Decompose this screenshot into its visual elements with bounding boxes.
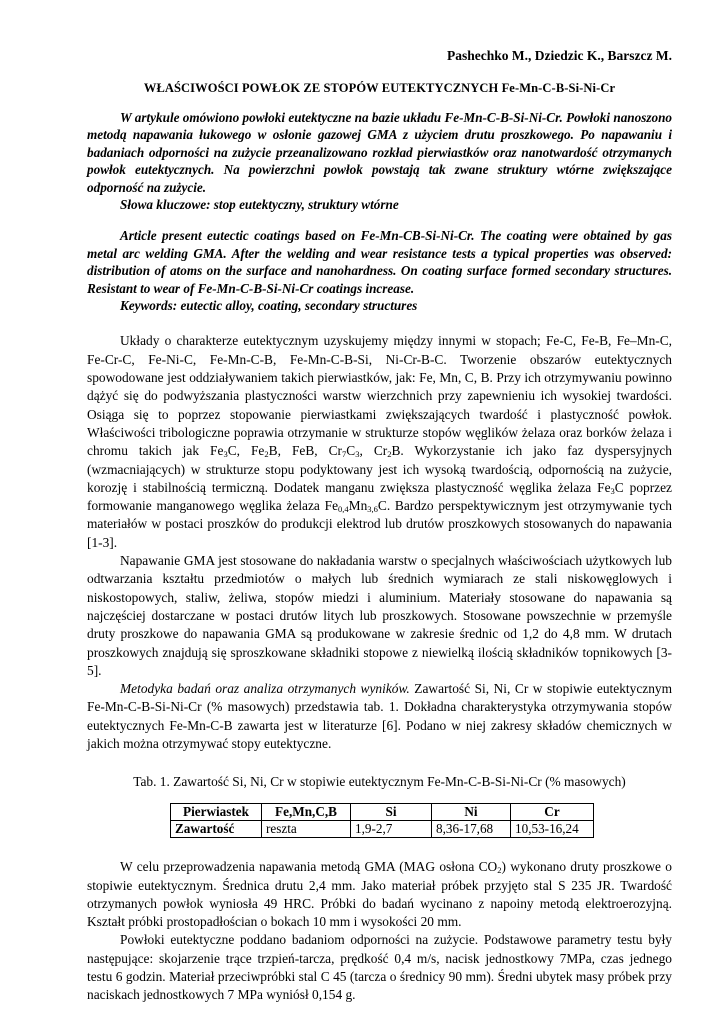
keywords-polish: Słowa kluczowe: stop eutektyczny, struktury wtórne bbox=[120, 197, 399, 213]
subscript: 3 bbox=[223, 449, 228, 460]
table-header-cell: Cr bbox=[511, 804, 594, 821]
text-run: , Cr bbox=[359, 443, 388, 459]
table-header-cell: Si bbox=[351, 804, 432, 821]
subscript: 0,4 bbox=[338, 504, 349, 515]
subscript: 2 bbox=[497, 865, 502, 876]
table-header-cell: Fe,Mn,C,B bbox=[262, 804, 351, 821]
keywords-english: Keywords: eutectic alloy, coating, secondary structures bbox=[120, 298, 418, 314]
abstract-polish: W artykule omówiono powłoki eutektyczne na bazie układu Fe-Mn-C-B-Si-Ni-Cr. Powłoki nanoszono metodą napawania łukowego w osłonie gazowej GMA z użyciem drutu proszkowego. Po napawaniu i badaniach odporności na zużycie przeanalizowano rozkład pierwiastków oraz nanotwardość otrzymanych powłok eutektycznych. Na powierzchni powłok powstają tak zwane struktury wtórne zwiększające odporność na zużycie. bbox=[87, 110, 672, 195]
abstract-polish-block bbox=[87, 109, 672, 213]
subscript: 3 bbox=[610, 485, 615, 496]
body-paragraph-5: Powłoki eutektyczne poddano badaniom odporności na zużycie. Podstawowe parametry testu były następujące: skojarzenie trące trzpień-tarcza, prędkość 0,4 m/s, nacisk jednostkowy 7MPa, czas jednego testu 6 godzin. Materiał przeciwpróbki stal C 45 (tarcza o średnicy 90 mm). Średni ubytek masy próbek przy naciskach jednostkowych 7 MPa wyniósł 0,154 g. bbox=[87, 932, 672, 1003]
authors: Pashechko M., Dziedzic K., Barszcz M. bbox=[447, 48, 672, 63]
table-cell: 1,9-2,7 bbox=[351, 821, 432, 838]
composition-table bbox=[170, 803, 594, 838]
subscript: 3 bbox=[355, 449, 360, 460]
text-run: ) wykonano druty proszkowe o stopiwie eutektycznym. Średnica drutu 2,4 mm. Jako materiał próbek przyjęto stal S 235 JR. Twardość otrzymanych powłok wyniosła 49 HRC. Próbki do badań wycinano z napoiny metodą elektroerozyjną. Kształt próbki prostopadłościan o bokach 10 mm i wysokości 20 mm. bbox=[87, 859, 672, 930]
table-cell: 8,36-17,68 bbox=[432, 821, 511, 838]
body-paragraph-2: Napawanie GMA jest stosowane do nakładania warstw o specjalnych właściwościach użytkowych lub odtwarzania kształtu przedmiotów o małych lub średnich wymiarach ze stali niskowęglowych i niskostopowych, staliw, żeliwa, stopów miedzi i aluminium. Materiały stosowane do napawania są najczęściej dostarczane w postaci drutów litych lub proszkowych. Stosowane powszechnie w przemyśle druty proszkowe do napawania GMA są produkowane w zakresie średnic od 1,2 do 4,8 mm. W drutach proszkowych znajdują się sproszkowane składniki stopowe z niewielką ilością składników topnikowych [3-5]. bbox=[87, 553, 672, 678]
table-header-cell: Pierwiastek bbox=[171, 804, 262, 821]
body-paragraph-3 bbox=[87, 680, 672, 753]
table-cell: reszta bbox=[262, 821, 351, 838]
section-lead: Metodyka badań oraz analiza otrzymanych wyników. bbox=[120, 681, 410, 697]
text-run: B, FeB, Cr bbox=[268, 443, 343, 459]
table-cell: 10,53-16,24 bbox=[511, 821, 594, 838]
abstract-english-block bbox=[87, 227, 672, 314]
text-run: Mn bbox=[348, 498, 368, 514]
subscript: 7 bbox=[342, 449, 347, 460]
paper-page bbox=[87, 47, 672, 1005]
subscript: 2 bbox=[387, 449, 392, 460]
table-header-cell: Ni bbox=[432, 804, 511, 821]
text-run: C, Fe bbox=[227, 443, 265, 459]
paper-title: WŁAŚCIWOŚCI POWŁOK ZE STOPÓW EUTEKTYCZNYCH Fe-Mn-C-B-Si-Ni-Cr bbox=[143, 81, 616, 95]
text-run: W celu przeprowadzenia napawania metodą GMA (MAG osłona CO bbox=[120, 859, 498, 875]
subscript: 2 bbox=[264, 449, 269, 460]
table-row bbox=[171, 821, 594, 838]
text-run: B. Wykorzystanie ich jako faz dyspersyjnych (wzmacniających) w strukturze stopu podyktowany jest ich wysoką twardością, odpornością na zużycie, korozję i stabilnością termiczną. Dodatek manganu zwiększa plastyczność węglika żelaza Fe bbox=[87, 443, 672, 495]
table-header-row bbox=[171, 804, 594, 821]
subscript: 3,6 bbox=[367, 504, 378, 515]
table-caption: Tab. 1. Zawartość Si, Ni, Cr w stopiwie eutektycznym Fe-Mn-C-B-Si-Ni-Cr (% masowych) bbox=[133, 774, 626, 790]
text-run: C. Bardzo perspektywicznym jest otrzymywanie tych materiałów w postaci proszków do produkcji elektrod lub drutów proszkowych stosowanych do napawania [1-3]. bbox=[87, 498, 672, 550]
body-paragraph-1 bbox=[87, 332, 672, 552]
abstract-english: Article present eutectic coatings based on Fe-Mn-CB-Si-Ni-Cr. The coating were obtained by gas metal arc welding GMA. After the welding and wear resistance tests a typical properties was observed: distribution of atoms on the surface and nanohardness. On coating surface formed secondary structures. Resistant to wear of Fe-Mn-C-B-Si-Ni-Cr coatings increase. bbox=[87, 228, 672, 296]
text-run: Układy o charakterze eutektycznym uzyskujemy między innymi w stopach; Fe-C, Fe-B, Fe–Mn-C, Fe-Cr-C, Fe-Ni-C, Fe-Mn-C-B, Fe-Mn-C-B-Si, Ni-Cr-B-C. Tworzenie obszarów eutektycznych spowodowane jest oddziaływaniem takich pierwiastków, jak: Fe, Mn, C, B. Przy ich otrzymywaniu powinno dążyć się do podwyższania plastyczności warstw wierzchnich przy zapewnieniu ich wysokiej twardości. Osiąga się to poprzez stopowanie pierwiastkami zwiększających twardość i plastyczność powłok. Właściwości tribologiczne poprawia otrzymanie w strukturze stopów węglików żelaza oraz borków żelaza i chromu takich jak Fe bbox=[87, 333, 672, 459]
text-run: C bbox=[346, 443, 356, 459]
text-run: Zawartość Si, Ni, Cr w stopiwie eutektycznym Fe-Mn-C-B-Si-Ni-Cr (% masowych) przedstawia tab. 1. Dokładna charakterystyka otrzymywania stopów eutektycznych Fe-Mn-C-B zawarta jest w literaturze [6]. Podano w niej zakresy składów chemicznych w jakich można otrzymywać stopy eutektyczne. bbox=[87, 681, 673, 751]
table-cell: Zawartość bbox=[171, 821, 262, 838]
text-run: C poprzez formowanie manganowego węglika żelaza Fe bbox=[87, 479, 673, 514]
body-paragraph-4 bbox=[87, 858, 672, 931]
